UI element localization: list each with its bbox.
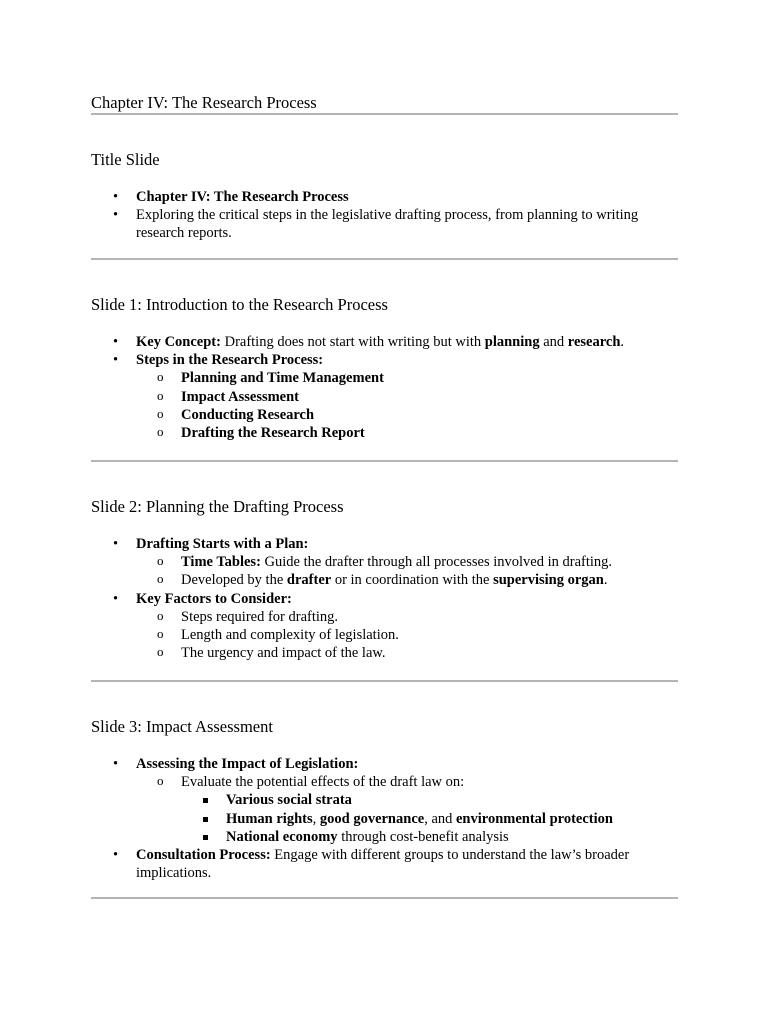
divider <box>91 113 678 115</box>
emphasis: environmental protection <box>456 810 613 827</box>
emphasis: planning <box>484 334 540 350</box>
list-item <box>91 535 671 590</box>
text: and <box>539 334 568 350</box>
list-item <box>91 755 671 846</box>
sub-list-item <box>91 369 671 387</box>
steps-list <box>136 369 671 442</box>
text: . <box>620 334 625 350</box>
sub-list-item <box>91 608 671 626</box>
text: . <box>603 572 608 589</box>
slide3-heading: Slide 3: Impact Assessment <box>91 717 273 736</box>
label: Drafting Starts with a Plan: <box>136 536 309 552</box>
text: The urgency and impact of the law. <box>181 645 386 662</box>
label: Key Factors to Consider: <box>136 590 292 607</box>
label: Time Tables: <box>181 554 261 571</box>
label: Consultation Process: <box>136 847 271 864</box>
slide2-bullets <box>91 535 671 662</box>
text: , and <box>424 810 456 827</box>
emphasis: good governance <box>319 810 425 827</box>
factors-sublist <box>136 608 671 663</box>
label: Assessing the Impact of Legislation: <box>136 756 359 772</box>
divider <box>91 258 678 260</box>
list-item <box>91 333 671 351</box>
text: Evaluate the potential effects of the draft law on: <box>181 774 465 791</box>
plan-sublist <box>136 553 671 589</box>
sub-list-item <box>91 644 671 662</box>
step-text: Drafting the Research Report <box>181 425 365 442</box>
sub-list-item <box>91 406 671 424</box>
document-title: Chapter IV: The Research Process <box>91 93 317 112</box>
slide1-heading: Slide 1: Introduction to the Research Process <box>91 295 388 314</box>
step-text: Conducting Research <box>181 406 315 423</box>
emphasis: supervising organ <box>493 572 604 589</box>
emphasis: National economy <box>226 828 338 845</box>
list-item <box>91 351 671 442</box>
sub-list-item <box>91 424 671 442</box>
step-text: Impact Assessment <box>181 388 300 405</box>
emphasis: Human rights <box>226 810 313 827</box>
step-text: Planning and Time Management <box>181 370 384 387</box>
list-item <box>91 206 671 242</box>
bullet-text: Chapter IV: The Research Process <box>136 189 349 205</box>
slide1-bullets <box>91 333 671 442</box>
sub-list-item <box>91 388 671 406</box>
slide3-bullets <box>91 755 671 882</box>
effect-item <box>91 791 671 809</box>
sub-list-item <box>91 571 671 589</box>
divider <box>91 897 678 899</box>
text: Steps required for drafting. <box>181 608 339 625</box>
text: Developed by the <box>181 572 287 589</box>
label: Steps in the Research Process: <box>136 352 324 369</box>
divider <box>91 680 678 682</box>
text: , <box>312 810 320 827</box>
text: Engage with different groups to understand the law’s broader implications. <box>136 847 630 882</box>
effects-list <box>181 791 671 846</box>
list-item <box>91 188 671 206</box>
text: through cost-benefit analysis <box>337 828 509 845</box>
sub-list-item <box>91 626 671 644</box>
emphasis: research <box>567 334 621 350</box>
sub-list-item <box>91 553 671 571</box>
text: Guide the drafter through all processes involved in drafting. <box>260 554 613 571</box>
sub-list-item <box>91 773 671 846</box>
text: Drafting does not start with writing but with <box>220 334 485 350</box>
assess-sublist <box>136 773 671 846</box>
title-slide-bullets <box>91 188 671 243</box>
slide2-heading: Slide 2: Planning the Drafting Process <box>91 497 344 516</box>
effect-item <box>91 828 671 846</box>
emphasis: Various social strata <box>226 792 352 809</box>
divider <box>91 460 678 462</box>
label: Key Concept: <box>136 334 221 350</box>
bullet-text: Exploring the critical steps in the legislative drafting process, from planning to writing research reports. <box>136 207 639 242</box>
list-item <box>91 590 671 663</box>
effect-item <box>91 810 671 828</box>
text: Length and complexity of legislation. <box>181 627 399 644</box>
list-item <box>91 846 671 882</box>
emphasis: drafter <box>286 572 332 589</box>
text: or in coordination with the <box>331 572 494 589</box>
title-slide-heading: Title Slide <box>91 150 160 169</box>
